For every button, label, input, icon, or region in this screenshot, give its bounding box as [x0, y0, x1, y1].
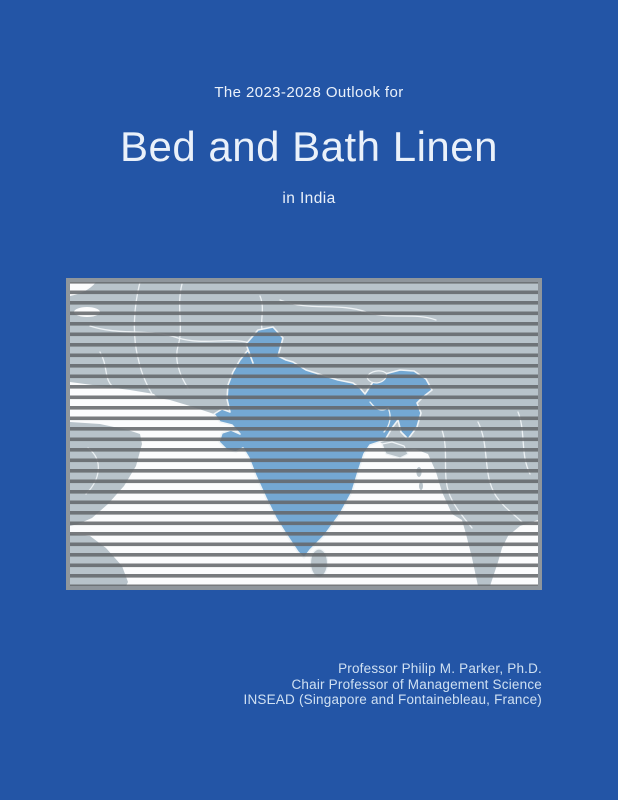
cover-region: in India — [282, 190, 336, 207]
south-asia-map — [70, 282, 538, 586]
cover-title: Bed and Bath Linen — [120, 123, 498, 170]
author-block — [244, 661, 542, 708]
blinds-overlay — [70, 282, 538, 586]
cover-kicker: The 2023-2028 Outlook for — [214, 84, 404, 101]
author-line-2: Chair Professor of Management Science — [291, 676, 542, 692]
author-line-1: Professor Philip M. Parker, Ph.D. — [338, 661, 542, 676]
author-line-3: INSEAD (Singapore and Fontainebleau, France) — [243, 692, 542, 707]
map-frame — [66, 278, 542, 590]
